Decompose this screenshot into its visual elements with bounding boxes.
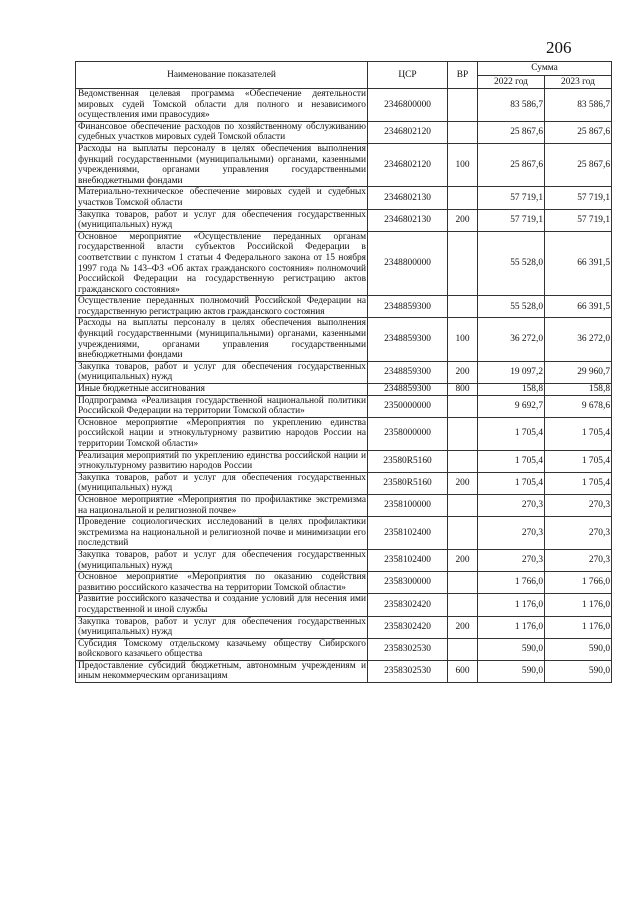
row-csr: 23580R5160 <box>368 450 448 472</box>
table-row <box>76 121 612 143</box>
row-vr <box>448 187 478 209</box>
row-sum-2022: 19 097,2 <box>478 361 545 383</box>
row-sum-2023: 25 867,6 <box>545 143 612 186</box>
row-sum-2022: 57 719,1 <box>478 209 545 231</box>
row-sum-2022: 36 272,0 <box>478 318 545 361</box>
row-vr <box>448 572 478 594</box>
row-sum-2023: 57 719,1 <box>545 209 612 231</box>
row-vr <box>448 594 478 616</box>
row-name: Закупка товаров, работ и услуг для обеспечения государственных (муниципальных) нужд <box>76 549 368 571</box>
row-sum-2022: 25 867,6 <box>478 121 545 143</box>
row-csr: 2358000000 <box>368 417 448 450</box>
row-vr: 100 <box>448 143 478 186</box>
row-name: Основное мероприятие «Осуществление переданных органам государственной власти субъектов Российской Федерации в соответствии с пунктом 1 статьи 4 Федерального закона от 15 ноября 1997 года № 143–ФЗ «Об актах гражданского состояния» полномочий Российской Федерации на государственную регистрацию актов гражданского состояния» <box>76 231 368 296</box>
row-vr <box>448 517 478 550</box>
row-csr: 2346802120 <box>368 121 448 143</box>
table-row <box>76 361 612 383</box>
row-vr <box>448 450 478 472</box>
row-name: Финансовое обеспечение расходов по хозяйственному обслуживанию судебных участков мировых судей Томской области <box>76 121 368 143</box>
row-csr: 2346802130 <box>368 187 448 209</box>
row-vr <box>448 121 478 143</box>
row-sum-2022: 590,0 <box>478 638 545 660</box>
row-sum-2023: 1 705,4 <box>545 450 612 472</box>
row-vr <box>448 395 478 417</box>
row-vr: 200 <box>448 209 478 231</box>
row-vr <box>448 638 478 660</box>
row-name: Реализация мероприятий по укреплению единства российской нации и этнокультурному развитию народов России <box>76 450 368 472</box>
table-row <box>76 572 612 594</box>
table-row <box>76 395 612 417</box>
row-sum-2022: 1 705,4 <box>478 450 545 472</box>
row-name: Расходы на выплаты персоналу в целях обеспечения выполнения функций государственными (муниципальными) органами, казенными учреждениями, органами управления государственными внебюджетными фондами <box>76 318 368 361</box>
row-csr: 2358300000 <box>368 572 448 594</box>
row-name: Закупка товаров, работ и услуг для обеспечения государственных (муниципальных) нужд <box>76 472 368 494</box>
table-row <box>76 417 612 450</box>
row-sum-2023: 83 586,7 <box>545 89 612 122</box>
row-sum-2023: 1 176,0 <box>545 594 612 616</box>
row-sum-2023: 36 272,0 <box>545 318 612 361</box>
row-sum-2023: 1 766,0 <box>545 572 612 594</box>
row-sum-2022: 1 766,0 <box>478 572 545 594</box>
row-sum-2022: 57 719,1 <box>478 187 545 209</box>
row-sum-2023: 270,3 <box>545 494 612 516</box>
row-vr: 200 <box>448 616 478 638</box>
header-vr: ВР <box>448 62 478 89</box>
row-vr: 200 <box>448 472 478 494</box>
table-row <box>76 384 612 396</box>
table-body <box>76 89 612 683</box>
table-row <box>76 494 612 516</box>
row-csr: 2358302420 <box>368 594 448 616</box>
row-sum-2023: 158,8 <box>545 384 612 396</box>
row-csr: 23580R5160 <box>368 472 448 494</box>
row-vr <box>448 494 478 516</box>
row-vr <box>448 231 478 296</box>
row-sum-2022: 25 867,6 <box>478 143 545 186</box>
row-name: Закупка товаров, работ и услуг для обеспечения государственных (муниципальных) нужд <box>76 209 368 231</box>
table-row <box>76 296 612 318</box>
row-sum-2022: 270,3 <box>478 549 545 571</box>
row-sum-2022: 270,3 <box>478 517 545 550</box>
row-sum-2023: 590,0 <box>545 638 612 660</box>
row-sum-2023: 25 867,6 <box>545 121 612 143</box>
table-row <box>76 318 612 361</box>
row-name: Основное мероприятие «Мероприятия по оказанию содействия развитию российского казачества на территории Томской области» <box>76 572 368 594</box>
page-number: 206 <box>546 38 572 57</box>
row-name: Развитие российского казачества и создание условий для несения ими государственной и иной службы <box>76 594 368 616</box>
row-sum-2022: 55 528,0 <box>478 296 545 318</box>
row-sum-2023: 1 705,4 <box>545 417 612 450</box>
row-name: Закупка товаров, работ и услуг для обеспечения государственных (муниципальных) нужд <box>76 616 368 638</box>
header-sum: Сумма <box>478 62 612 76</box>
table-row <box>76 231 612 296</box>
table-row <box>76 638 612 660</box>
row-csr: 2358302420 <box>368 616 448 638</box>
budget-table <box>75 61 612 683</box>
row-sum-2022: 83 586,7 <box>478 89 545 122</box>
row-sum-2023: 66 391,5 <box>545 231 612 296</box>
row-csr: 2358302530 <box>368 638 448 660</box>
row-name: Осуществление переданных полномочий Российской Федерации на государственную регистрацию актов гражданского состояния <box>76 296 368 318</box>
row-sum-2022: 158,8 <box>478 384 545 396</box>
row-sum-2023: 57 719,1 <box>545 187 612 209</box>
row-vr <box>448 89 478 122</box>
row-sum-2022: 590,0 <box>478 660 545 682</box>
table-row <box>76 89 612 122</box>
header-name: Наименование показателей <box>76 62 368 89</box>
row-name: Иные бюджетные ассигнования <box>76 384 368 396</box>
row-csr: 2350000000 <box>368 395 448 417</box>
table-row <box>76 472 612 494</box>
table-header <box>76 62 612 89</box>
table-row <box>76 187 612 209</box>
row-vr: 200 <box>448 549 478 571</box>
row-csr: 2346800000 <box>368 89 448 122</box>
row-vr: 100 <box>448 318 478 361</box>
row-sum-2022: 9 692,7 <box>478 395 545 417</box>
row-csr: 2348859300 <box>368 384 448 396</box>
row-csr: 2358302530 <box>368 660 448 682</box>
table-row <box>76 209 612 231</box>
row-vr <box>448 296 478 318</box>
row-csr: 2348859300 <box>368 296 448 318</box>
row-csr: 2346802120 <box>368 143 448 186</box>
table-row <box>76 549 612 571</box>
row-sum-2023: 66 391,5 <box>545 296 612 318</box>
row-name: Подпрограмма «Реализация государственной национальной политики Российской Федерации на территории Томской области» <box>76 395 368 417</box>
row-vr: 200 <box>448 361 478 383</box>
row-sum-2023: 270,3 <box>545 549 612 571</box>
row-vr: 800 <box>448 384 478 396</box>
row-sum-2023: 9 678,6 <box>545 395 612 417</box>
row-name: Основное мероприятие «Мероприятия по профилактике экстремизма на национальной и религиозной почве» <box>76 494 368 516</box>
row-csr: 2348859300 <box>368 361 448 383</box>
header-year-2022: 2022 год <box>478 76 545 89</box>
table-row <box>76 517 612 550</box>
row-name: Основное мероприятие «Мероприятия по укреплению единства российской нации и этнокультурному развитию народов России на территории Томской области» <box>76 417 368 450</box>
row-name: Предоставление субсидий бюджетным, автономным учреждениям и иным некоммерческим организациям <box>76 660 368 682</box>
row-sum-2022: 1 176,0 <box>478 594 545 616</box>
header-csr: ЦСР <box>368 62 448 89</box>
row-sum-2023: 1 176,0 <box>545 616 612 638</box>
row-csr: 2348800000 <box>368 231 448 296</box>
row-csr: 2358100000 <box>368 494 448 516</box>
row-csr: 2346802130 <box>368 209 448 231</box>
table-row <box>76 594 612 616</box>
row-sum-2022: 55 528,0 <box>478 231 545 296</box>
row-sum-2022: 1 705,4 <box>478 417 545 450</box>
header-year-2023: 2023 год <box>545 76 612 89</box>
table-row <box>76 143 612 186</box>
row-name: Проведение социологических исследований в целях профилактики экстремизма на национальной и религиозной почве и минимизации его последствий <box>76 517 368 550</box>
table-row <box>76 660 612 682</box>
row-sum-2023: 590,0 <box>545 660 612 682</box>
row-name: Ведомственная целевая программа «Обеспечение деятельности мировых судей Томской области для полного и независимого осуществления ими правосудия» <box>76 89 368 122</box>
row-sum-2022: 1 176,0 <box>478 616 545 638</box>
row-vr: 600 <box>448 660 478 682</box>
row-sum-2023: 29 960,7 <box>545 361 612 383</box>
row-name: Материально-техническое обеспечение мировых судей и судебных участков Томской области <box>76 187 368 209</box>
table-row <box>76 616 612 638</box>
row-name: Расходы на выплаты персоналу в целях обеспечения выполнения функций государственными (муниципальными) органами, казенными учреждениями, органами управления государственными внебюджетными фондами <box>76 143 368 186</box>
row-name: Субсидия Томскому отдельскому казачьему обществу Сибирского войскового казачьего общества <box>76 638 368 660</box>
row-vr <box>448 417 478 450</box>
row-sum-2022: 1 705,4 <box>478 472 545 494</box>
row-csr: 2358102400 <box>368 549 448 571</box>
row-sum-2023: 270,3 <box>545 517 612 550</box>
row-csr: 2348859300 <box>368 318 448 361</box>
row-sum-2023: 1 705,4 <box>545 472 612 494</box>
table-row <box>76 450 612 472</box>
row-sum-2022: 270,3 <box>478 494 545 516</box>
row-csr: 2358102400 <box>368 517 448 550</box>
row-name: Закупка товаров, работ и услуг для обеспечения государственных (муниципальных) нужд <box>76 361 368 383</box>
